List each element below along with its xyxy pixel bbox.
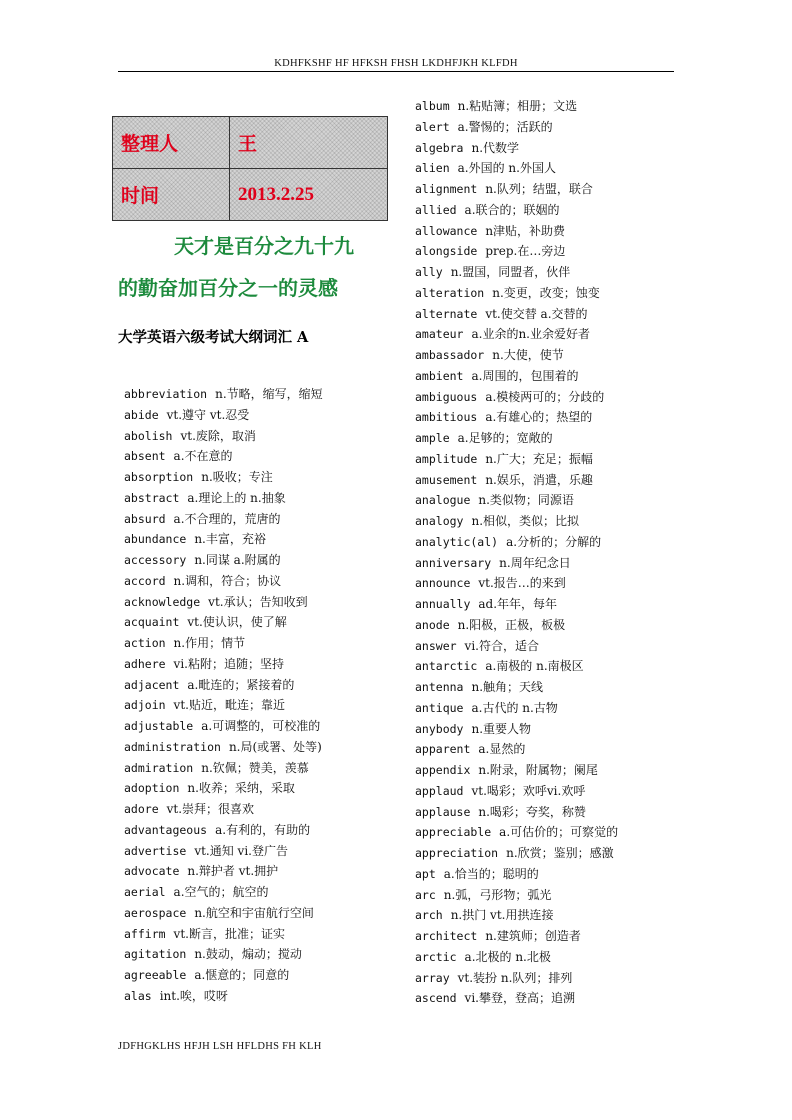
vocab-word: applaud [415,783,464,798]
vocab-word: analogue [415,493,471,508]
vocab-word: antenna [415,680,464,694]
list-item [415,345,618,366]
vocab-word: acquaint [124,615,180,630]
list-item [415,532,618,553]
list-item [124,778,323,799]
vocab-definition: a.不在意的 [173,449,233,464]
vocab-definition: n.调和，符合；协议 [173,573,282,588]
list-item [415,449,618,470]
vocab-definition: vt.使交替 a.交替的 [485,306,588,321]
list-item [124,550,323,571]
vocab-definition: a.恰当的；聪明的 [443,866,539,881]
list-item [124,467,323,488]
vocab-word: alteration [415,285,485,300]
vocab-word: antique [415,700,464,715]
vocab-word: administration [124,739,221,754]
page-footer: JDFHGKLHS HFJH LSH HFLDHS FH KLH [118,1041,322,1052]
vocab-word: adhere [124,656,166,671]
list-item [415,822,618,843]
list-item [124,758,323,779]
vocab-definition: a.可估价的；可察觉的 [499,825,619,840]
header-rule [118,71,674,72]
vocab-word: alignment [415,182,478,196]
list-item [415,947,618,968]
vocab-word: ambient [415,368,464,383]
list-item [415,407,618,428]
list-item [415,179,618,200]
list-item [415,926,618,947]
vocab-definition: vi.粘附；追随；坚持 [173,656,284,671]
vocab-word: algebra [415,140,464,155]
vocab-word: alert [415,119,450,134]
vocab-definition: n.相似，类似；比拟 [471,514,580,528]
vocab-definition: n.鼓动，煽动；搅动 [194,947,302,962]
vocab-word: absorption [124,470,194,484]
list-item [415,885,618,906]
vocab-definition: n.同谋 a.附属的 [194,553,281,567]
list-item [124,903,323,924]
vocab-word: apt [415,866,436,881]
list-item [415,656,618,677]
vocab-definition: a.北极的 n.北极 [464,949,551,964]
list-item [124,841,323,862]
list-item [415,158,618,179]
compiler-label: 整理人 [113,117,230,169]
vocab-word: admiration [124,760,194,775]
list-item [415,739,618,760]
list-item [124,384,323,405]
list-item [415,490,618,511]
list-item [415,698,618,719]
vocab-word: accessory [124,553,187,567]
vocab-word: array [415,970,450,985]
list-item [415,968,618,989]
vocab-definition: n.航空和宇宙航行空间 [194,905,314,920]
vocab-definition: vt.崇拜；很喜欢 [166,802,255,816]
vocab-definition: n.粘贴簿；相册；文选 [457,99,578,113]
vocab-definition: n.重要人物 [471,721,532,736]
vocab-word: abolish [124,428,173,443]
vocab-word: action [124,636,166,650]
list-item [415,366,618,387]
vocab-definition: a.联合的；联姻的 [464,202,560,217]
vocab-definition: a.显然的 [478,742,526,757]
vocab-word: adoption [124,781,180,796]
vocab-definition: a.分析的；分解的 [506,534,602,549]
vocab-definition: vi.攀登，登高；追溯 [464,991,575,1006]
vocab-word: advantageous [124,822,208,837]
vocab-definition: n.收养；采纳，采取 [187,781,295,796]
list-item [124,944,323,965]
vocab-word: annually [415,597,471,611]
list-item [415,802,618,823]
list-item [124,986,323,1007]
vocab-word: adjacent [124,677,180,692]
list-item [415,677,618,698]
vocab-definition: vt.承认；告知收到 [208,594,308,609]
vocab-word: alas [124,988,152,1003]
vocab-word: appreciable [415,825,492,840]
vocab-definition: n.周年纪念日 [499,555,571,570]
vocab-word: appreciation [415,846,499,860]
vocab-definition: a.有雄心的；热望的 [485,410,593,425]
list-item [415,96,618,117]
vocab-definition: n.局(或署、处等) [228,739,322,754]
vocab-word: ally [415,265,443,279]
vocab-word: ascend [415,991,457,1006]
list-item [415,905,618,926]
list-item [415,200,618,221]
vocab-definition: prep.在…旁边 [485,244,566,259]
list-item [124,882,323,903]
vocab-word: ambiguous [415,389,478,404]
list-item [415,387,618,408]
vocab-word: album [415,99,450,113]
vocab-definition: vt.报告…的来到 [478,576,566,591]
list-item [415,636,618,657]
list-item [415,511,618,532]
vocab-word: absurd [124,511,166,526]
vocab-definition: n.节略，缩写，缩短 [215,387,323,401]
vocab-word: answer [415,638,457,653]
list-item [415,117,618,138]
list-item [124,820,323,841]
quote-line-2: 的勤奋加百分之一的灵感 [118,276,338,300]
list-item [415,615,618,636]
vocab-definition: a.有利的，有助的 [215,822,311,837]
vocab-word: arch [415,908,443,923]
vocab-word: abbreviation [124,387,208,401]
vocab-word: amplitude [415,451,478,466]
vocab-definition: a.周围的，包围着的 [471,368,579,383]
vocab-word: agitation [124,947,187,962]
vocab-word: appendix [415,763,471,777]
section-title: 大学英语六级考试大纲词汇 A [118,329,309,346]
vocab-list-left [124,384,323,1007]
list-item [124,716,323,737]
list-item [415,594,618,615]
vocab-definition: n.建筑师；创造者 [485,929,581,943]
vocab-word: acknowledge [124,594,201,609]
vocab-word: abide [124,407,159,422]
vocab-word: applause [415,804,471,819]
list-item [124,571,323,592]
list-item [124,924,323,945]
list-item [124,633,323,654]
vocab-definition: n.类似物；同源语 [478,493,574,508]
list-item [124,612,323,633]
list-item [415,241,618,262]
vocab-definition: vt.废除，取消 [180,428,256,443]
vocab-word: advertise [124,843,187,858]
list-item [415,221,618,242]
list-item [415,428,618,449]
vocab-definition: a.空气的；航空的 [173,885,269,899]
list-item [124,654,323,675]
vocab-word: alternate [415,306,478,321]
vocab-word: amateur [415,327,464,342]
vocab-word: adore [124,802,159,816]
vocab-definition: a.可调整的，可校准的 [201,719,321,733]
vocab-word: antarctic [415,659,478,674]
vocab-definition: vt.喝彩；欢呼vi.欢呼 [471,783,586,798]
vocab-definition: n.变更，改变；蚀变 [492,285,600,300]
vocab-definition: int.唉，哎呀 [159,988,228,1003]
vocab-word: affirm [124,926,166,941]
list-item [415,470,618,491]
vocab-definition: n.盟国，同盟者，伙伴 [450,265,571,279]
list-item [124,799,323,820]
vocab-word: alien [415,161,450,176]
list-item [415,138,618,159]
vocab-word: arc [415,887,436,902]
list-item [124,405,323,426]
list-item [124,529,323,550]
list-item [124,426,323,447]
vocab-definition: n.钦佩；赞美，羡慕 [201,760,309,775]
vocab-definition: ad.年年，每年 [478,597,558,611]
list-item [415,573,618,594]
vocab-definition: a.南极的 n.南极区 [485,659,584,674]
vocab-definition: n.大使，使节 [492,348,564,362]
vocab-word: analogy [415,514,464,528]
vocab-definition: n.代数学 [471,140,520,155]
date-label: 时间 [113,169,230,221]
vocab-word: amusement [415,472,478,487]
vocab-word: announce [415,576,471,591]
vocab-definition: a.足够的；宽敞的 [457,431,553,445]
vocab-word: allowance [415,223,478,238]
vocab-definition: n津贴，补助费 [485,223,566,238]
vocab-definition: vt.通知 vi.登广告 [194,843,288,858]
list-item [124,965,323,986]
list-item [415,304,618,325]
vocab-definition: vt.装扮 n.队列；排列 [457,970,573,985]
vocab-word: anode [415,617,450,632]
list-item [124,446,323,467]
list-item [124,675,323,696]
list-item [124,509,323,530]
vocab-word: aerial [124,885,166,899]
vocab-definition: a.外国的 n.外国人 [457,161,556,176]
vocab-word: adjustable [124,719,194,733]
vocab-definition: n.欣赏；鉴别；感激 [506,846,614,860]
vocab-word: ample [415,431,450,445]
vocab-definition: a.模棱两可的；分歧的 [485,389,605,404]
vocab-word: architect [415,929,478,943]
vocab-word: analytic(al) [415,534,499,549]
vocab-definition: a.古代的 n.古物 [471,700,558,715]
vocab-word: ambitious [415,410,478,425]
vocab-definition: a.理论上的 n.抽象 [187,490,286,505]
list-item [124,861,323,882]
list-item [124,695,323,716]
vocab-word: absent [124,449,166,464]
vocab-definition: n.吸收；专注 [201,470,273,484]
vocab-definition: n.娱乐，消遣，乐趣 [485,472,593,487]
list-item [415,781,618,802]
vocab-definition: n.拱门 vt.用拱连接 [450,908,554,923]
list-item [415,283,618,304]
vocab-definition: n.辩护者 vt.拥护 [187,864,279,879]
vocab-word: apparent [415,742,471,757]
vocab-definition: vi.符合，适合 [464,638,539,653]
vocab-word: anniversary [415,555,492,570]
info-table [112,116,388,221]
vocab-word: abstract [124,490,180,505]
list-item [415,324,618,345]
vocab-word: allied [415,202,457,217]
vocab-list-right [415,96,618,1009]
vocab-word: advocate [124,864,180,879]
list-item [415,553,618,574]
list-item [124,592,323,613]
vocab-word: anybody [415,721,464,736]
vocab-definition: vt.遵守 vt.忍受 [166,407,250,422]
vocab-definition: a.惬意的；同意的 [194,968,290,982]
vocab-definition: a.业余的n.业余爱好者 [471,327,590,342]
vocab-word: ambassador [415,348,485,362]
vocab-definition: n.阳极，正极，板极 [457,617,566,632]
vocab-word: accord [124,573,166,588]
vocab-definition: a.不合理的，荒唐的 [173,511,281,526]
vocab-definition: n.喝彩；夸奖，称赞 [478,804,586,819]
vocab-word: aerospace [124,905,187,920]
list-item [415,719,618,740]
vocab-word: adjoin [124,698,166,713]
list-item [415,760,618,781]
page-header: KDHFKSHF HF HFKSH FHSH LKDHFJKH KLFDH [274,58,518,69]
vocab-definition: n.丰富，充裕 [194,532,266,547]
date-value: 2013.2.25 [230,169,388,221]
list-item [124,737,323,758]
vocab-definition: vt.断言，批准；证实 [173,926,285,941]
vocab-definition: n.附录，附属物；阑尾 [478,763,598,777]
vocab-definition: n.作用；情节 [173,636,246,650]
quote-line-1: 天才是百分之九十九 [174,234,354,258]
list-item [415,864,618,885]
list-item [415,843,618,864]
vocab-word: agreeable [124,968,187,982]
list-item [415,262,618,283]
vocab-word: alongside [415,244,478,259]
vocab-word: abundance [124,532,187,547]
vocab-definition: n.广大；充足；振幅 [485,451,593,466]
vocab-definition: n.队列；结盟，联合 [485,182,593,196]
vocab-definition: a.毗连的；紧接着的 [187,677,295,692]
vocab-definition: vt.贴近，毗连；靠近 [173,698,285,713]
vocab-definition: n.弧，弓形物；弧光 [443,887,552,902]
vocab-definition: a.警惕的；活跃的 [457,119,553,134]
vocab-definition: n.触角；天线 [471,680,544,694]
table-row [113,117,388,169]
table-row [113,169,388,221]
vocab-word: arctic [415,949,457,964]
compiler-value: 王 [230,117,388,169]
vocab-definition: vt.使认识，使了解 [187,615,287,630]
list-item [124,488,323,509]
list-item [415,988,618,1009]
